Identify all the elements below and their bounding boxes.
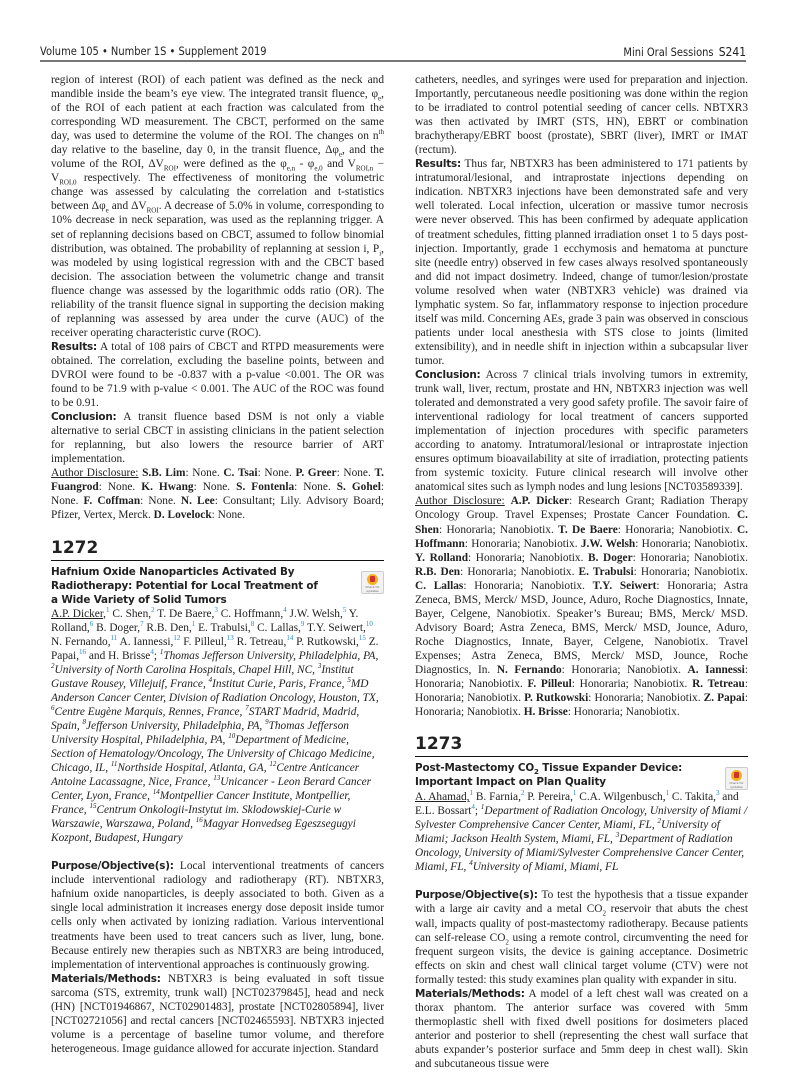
disclosure-text: : Honoraria; Nanobiotix. — [468, 551, 589, 564]
methods-label: Materials/Methods: — [415, 987, 525, 1000]
disclosure-text: : Honoraria; Nanobiotix. — [633, 565, 748, 578]
disclosure-text: : Honoraria; Nanobiotix. — [464, 537, 581, 550]
disclosure-text: : Honoraria; Nanobiotix. — [460, 565, 579, 578]
discloser-name: N. Lee — [180, 495, 215, 508]
check-for-updates-badge[interactable] — [725, 767, 748, 790]
disclosure-text: : None. — [336, 467, 375, 480]
discloser-name: T. De Baere — [558, 523, 618, 536]
discloser-name: A.P. Dicker — [510, 495, 570, 508]
methods-label: Materials/Methods: — [51, 972, 161, 985]
disclosure-text: : None. — [193, 481, 237, 494]
disclosure-text: : Honoraria; Nanobiotix. — [561, 663, 688, 676]
discloser-name: C. Tsai — [223, 467, 258, 480]
discloser-name: Z. Papai — [703, 692, 745, 705]
methods-text: NBTXR3 is being evaluated in soft tissue sarcoma (STS, extremity, trunk wall) [NCT02379845], head and neck (HN) [NCT01946867, NCT02901483], prostate [NCT02805894], liver [NCT02721056] and rectal cancers [NCT02465593]. NBTXR3 injected volume is a percentage of baseline tumor volume, and therefore heterogeneous. Image guidance allowed for accurate injection. Standard — [51, 972, 384, 1055]
author-affiliations: A.P. Dicker,$^1$ C. Shen,$^2$ T. De Baere,$^3$ C. Hoffmann,$^4$ J.W. Welsh,$^5$ Y. Rolland,$^6$ B. Doger,$^7$ R.B. Den,$^1$ E. Trabulsi,$^8$ C. Lallas,$^9$ T.Y. Seiwert,$^{10}$ N. Fernando,$^{11}$ A. Iannessi,$^{12}$ F. Pilleul,$^{13}$ R. Tetreau,$^{14}$ P. Rutkowski,$^{15}$ Z. Papai,$^{16}$ and H. Brisse$^4$; $^1$Thomas Jefferson University, Philadelphia, PA, $^2$University of North Carolina Hospitals, Chapel Hill, NC, $^3$Institut Gustave Rousey, Villejuif, France, $^4$Institut Curie, Paris, France, $^5$MD Anderson Cancer Center, Division of Radiation Oncology, Houston, TX, $^6$Centre Eugène Marquis, Rennes, France, $^7$START Madrid, Madrid, Spain, $^8$Jefferson University, Philadelphia, PA, $^9$Thomas Jefferson University Hospital, Philadelphia, PA, $^{10}$Department of Medicine, Section of Hematology/Oncology, The University of Chicago Medicine, Chicago, IL, $^{11}$Northside Hospital, Atlanta, GA, $^{12}$Centre Anticancer Antoine Lacassagne, Nice, France, $^{13}$Unicancer - Leon Berard Cancer Center, Lyon, France, $^{14}$Montpellier Cancer Institute, Montpellier, France, $^{15}$Centrum Onkologii-Instytut im. Sklodowskiej-Curie w Warszawie, Warszawa, Poland, $^{16}$Magyar Honvedseg Egeszsegugyi Kozpont, Budapest, Hungary — [51, 605, 379, 845]
discloser-name: Y. Rolland — [415, 551, 469, 564]
badge-label: Check for updates — [729, 781, 744, 790]
discloser-name: J.W. Welsh — [580, 537, 636, 550]
discloser-name: R. Tetreau — [692, 678, 745, 691]
disclosure-text: : Honoraria; Nanobiotix. — [415, 692, 748, 719]
left-column — [51, 73, 384, 1056]
right-column — [415, 73, 748, 1071]
conclusion-label: Conclusion: — [51, 411, 117, 424]
methods-text: A model of a left chest wall was created on a thorax phantom. The anterior surface was covered with 5mm thermoplastic shell with fixed dwell positions for dosimeters placed anterior and posterior to shell (representing the chest wall surface that abuts expander’s posterior surface and 5mm deep in chest wall). Skin and subcutaneous tissue were — [415, 987, 748, 1070]
discloser-name: S. Gohel — [336, 481, 381, 494]
discloser-name: F. Pilleul — [527, 678, 572, 691]
abstract-title-row — [415, 761, 748, 790]
disclosure-text: : Honoraria; Nanobiotix. — [415, 678, 748, 705]
purpose-section — [415, 888, 748, 986]
conclusion-text: Across 7 clinical trials involving tumors in extremity, trunk wall, liver, rectum, prostate and HN, NBTXR3 injection was well tolerated and demonstrated a very good safety profile. The savoir faire of interventional radiology for local treatment of cancers supported implementation of injection procedures with specific parameters according to anatomy. Intratumoral/lesional or intraprostate injection ensures optimum bioavailability at site of irradiation, protecting patients from systemic toxicity. Future clinical research will involve other anatomical sites such as lymph nodes and lung lesions [NCT03589339]. — [415, 368, 748, 494]
discloser-name: C. Shen — [415, 509, 748, 536]
results-text: Thus far, NBTXR3 has been administered to 171 patients by intratumoral/lesional, and intraprostate injections depending on indication. NBTXR3 injections have been demonstrated safe and very well tolerated. Local infection, ulceration or massive tumor necrosis were never observed. This has been confirmed by adequate application of treatment schedules, fitting planned irradiation onset 1 to 5 days post-injection. Importantly, grade 1 ecchymosis and hematoma at puncture site (needle entry) observed in few cases always resolved spontaneously and did not impact dosimetry. Indeed, change of tumor/lesion/prostate volume resolved when water (NBTXR3 vehicle) was drained via lymphatic system. So far, inflammatory response to injection procedure itself was mild. Concerning AEs, grade 3 pain was observed in conscious patients under local anesthesia with STS close to joints (limited extensibility), and in needle shift in injection within a subcapsular liver tumor. — [415, 158, 748, 367]
discloser-name: P. Greer — [295, 467, 337, 480]
prev-results — [51, 340, 384, 410]
disclosure-text: : Honoraria; Nanobiotix. — [617, 523, 737, 536]
presenting-author: A. Ahamad, — [415, 791, 470, 804]
results-label: Results: — [51, 340, 97, 353]
methods-section — [415, 987, 748, 1071]
abstract-number-1272: 1272 — [51, 538, 384, 561]
methods-continued: catheters, needles, and syringes were used for preparation and injection. Importantly, percutaneous needle positioning was done within the region to be irradiated to control potential seeding of cancer cells. NBTXR3 was then activated by IMRT (STS, HN), EBRT or combination brachytherapy/EBRT boost (prostate), SBRT (liver), IMRT or IMAT (rectum). — [415, 74, 748, 157]
section-and-page — [623, 44, 746, 59]
abstract-title: Hafnium Oxide Nanoparticles Activated By Radiotherapy: Potential for Local Treatment of a Wide Variety of Solid Tumors — [51, 565, 318, 606]
page-number: S241 — [718, 44, 747, 59]
conclusion-label: Conclusion: — [415, 368, 481, 381]
discloser-name: B. Doger — [588, 551, 633, 564]
disclosure-section — [415, 494, 748, 719]
disclosure-text: : Consultant; Lily. Advisory Board; Pfizer, Vertex, Merck. — [51, 495, 384, 522]
disclosure-label: Author Disclosure: — [415, 495, 505, 508]
disclosure-label: Author Disclosure: — [51, 467, 139, 480]
prev-methods-continued: region of interest (ROI) of each patient was defined as the neck and mandible inside the beam’s eye view. The integrated transit fluence, $\varphi_e$, of the ROI of each patient at each fraction was calculated from the corresponding WD measurement. The CBCT, performed on the same day, was used to determine the volume of the ROI. The changes on $n^{th}$ day relative to the baseline, day 0, in the transit fluence, $\Delta\varphi_e$, and the volume of the ROI, $\Delta V_{ROI}$, were defined as the $\varphi_{e,n} - \varphi_{e,0}$ and $V_{ROI,n} - V_{ROI,0}$ respectively. The effectiveness of monitoring the volumetric change was assessed by calculating the correlation and t-statistics between $\Delta\varphi_e$ and $\Delta V_{ROI}$. A decrease of 5.0% in volume, corresponding to 10% decrease in neck separation, was used as the replanning trigger. A set of replanning decisions based on CBCT, assumed to follow binomial distribution, was obtained. The probability of replanning at session i, $P_i$, was modeled by using logistical regression with and the CBCT based decision. The association between the volumetric change and transit fluence change was assessed by the logarithmic odds ratio (OR). The reliability of the transit fluence signal in supporting the decision making of replanning was assessed by area under the curve (AUC) of the receiver operating characteristic curve (ROC). — [51, 74, 385, 339]
abstract-title-row — [51, 565, 384, 607]
disclosure-text: : Honoraria; Nanobiotix. — [415, 663, 748, 691]
disclosure-text: : None. — [211, 509, 246, 522]
discloser-name: S.B. Lim — [142, 467, 186, 480]
conclusion-text: A transit fluence based DSM is not only a viable alternative to serial CBCT in assisting clinicians in the patient selection for replanning, but also lowers the resource barrier of ART implementation. — [51, 411, 384, 466]
disclosure-text: : Honoraria; Nanobiotix. — [571, 678, 693, 691]
discloser-name: A. Iannessi — [687, 663, 745, 676]
prev-disclosure — [51, 466, 384, 522]
journal-issue: Volume 105 • Number 1S • Supplement 2019 — [40, 44, 267, 58]
disclosure-text: : Honoraria; Nanobiotix. — [463, 579, 593, 592]
discloser-name: C. Lallas — [415, 579, 464, 592]
disclosure-text: : Honoraria; Nanobiotix. — [567, 706, 680, 719]
prev-conclusion — [51, 410, 384, 466]
results-text: A total of 108 pairs of CBCT and RTPD measurements were obtained. The correlation, excluding the baseline points, between and DVROI were found to be -0.837 with a p-value <0.001. The OR was found to be 71.9 with p-value < 0.001. The AUC of the ROC was found to be 0.91. — [51, 340, 384, 410]
bookmark-icon — [731, 770, 742, 781]
bookmark-icon — [367, 574, 378, 585]
disclosure-text: : None. — [51, 481, 385, 508]
disclosure-text: : Honoraria; Nanobiotix. — [635, 537, 748, 550]
discloser-name: T. Fuangrod — [51, 467, 384, 494]
disclosure-text: : None. — [185, 467, 224, 480]
discloser-name: N. Fernando — [496, 663, 562, 676]
discloser-name: D. Lovelock — [153, 509, 212, 522]
check-for-updates-badge[interactable] — [361, 571, 384, 594]
disclosure-text: : Honoraria; Nanobiotix. — [438, 523, 559, 536]
methods-section — [51, 972, 384, 1056]
discloser-name: T.Y. Seiwert — [592, 579, 657, 592]
purpose-section — [51, 859, 384, 971]
discloser-name: H. Brisse — [523, 706, 568, 719]
discloser-name: P. Rutkowski — [524, 692, 589, 705]
discloser-name: K. Hwang — [141, 481, 194, 494]
disclosure-text: : Honoraria; Astra Zeneca, BMS, Merck/ MSD, Jounce, Aduro, Roche Diagnostics, Innate, Bayer, Celgene, Nanobiotix. Speaker’s Bureau; BMS, Merck/ MSD. Advisory Board; Astra Zeneca, BMS, Merck/ MSD, Jounce, Aduro, Roche Diagnostics, Innate, Bayer, Celgene, Nanobiotix. Travel Expenses; Astra Zeneca, BMS, Merck/ MSD, Jounce, Roche Diagnostics, In. — [415, 579, 749, 676]
purpose-label: Purpose/Objective(s): — [51, 860, 174, 873]
disclosure-text: : None. — [294, 481, 337, 494]
disclosure-text: : None. — [257, 467, 296, 480]
running-head — [40, 44, 746, 62]
disclosure-text: : Research Grant; Radiation Therapy Oncology Group. Travel Expenses; Prostate Cancer Foundation. — [415, 495, 748, 522]
discloser-name: F. Coffman — [83, 495, 141, 508]
results-section — [415, 157, 748, 368]
author-affiliations: A. Ahamad,$^1$ B. Farnia,$^2$ P. Pereira,$^1$ C.A. Wilgenbusch,$^1$ C. Takita,$^3$ and E.L. Bossart$^4$; $^1$Department of Radiation Oncology, University of Miami / Sylvester Comprehensive Cancer Center, Miami, FL, $^2$University of Miami; Jackson Health System, Miami, FL, $^3$Department of Radiation Oncology, University of Miami/Sylvester Comprehensive Cancer Center, Miami, FL, $^4$University of Miami, Miami, FL — [415, 789, 748, 874]
discloser-name: S. Fontenla — [236, 481, 295, 494]
disclosure-text: : None. — [98, 481, 142, 494]
section-title: Mini Oral Sessions — [623, 45, 714, 59]
purpose-label: Purpose/Objective(s): — [415, 889, 538, 902]
presenting-author: A.P. Dicker, — [51, 607, 106, 620]
conclusion-section — [415, 368, 748, 494]
disclosure-text: : None. — [140, 495, 181, 508]
discloser-name: E. Trabulsi — [578, 565, 634, 578]
discloser-name: R.B. Den — [415, 565, 461, 578]
purpose-text: Local interventional treatments of cancers include interventional radiology and radiotherapy (RT). NBTXR3, hafnium oxide nanoparticles, is deeply associated to both. Given as a single local administration it increases energy dose deposit inside tumor cells only when activated by ionizing radiation. Various interventional treatments have been used to treat cancers such as liver, lung, bone. Because entirely new therapies such as NBTXR3 are being introduced, implementation of interventional approaches is continuously growing. — [51, 860, 384, 971]
abstract-title: Post-Mastectomy $CO_2$ Tissue Expander Device: Important Impact on Plan Quality — [415, 762, 683, 789]
disclosure-text: : Honoraria; Nanobiotix. — [632, 551, 748, 564]
purpose-text: To test the hypothesis that a tissue expander with a large air cavity and a metal $CO_2$ reservoir that abuts the chest wall, impacts quality of post-mastectomy radiotherapy. Because patients can self-release $CO_2$ using a remote control, circumventing the need for frequent surgeon visits, the device is gaining acceptance. Dosimetric effects on skin and chest wall clinical target volume (CTV) were not formally tested: this study examines plan quality with expander in situ. — [415, 889, 748, 986]
results-label: Results: — [415, 158, 461, 171]
badge-label: Check for updates — [365, 584, 380, 593]
disclosure-text: : Honoraria; Nanobiotix. — [588, 692, 704, 705]
abstract-number-1273: 1273 — [415, 734, 748, 757]
discloser-name: C. Hoffmann — [415, 523, 748, 550]
